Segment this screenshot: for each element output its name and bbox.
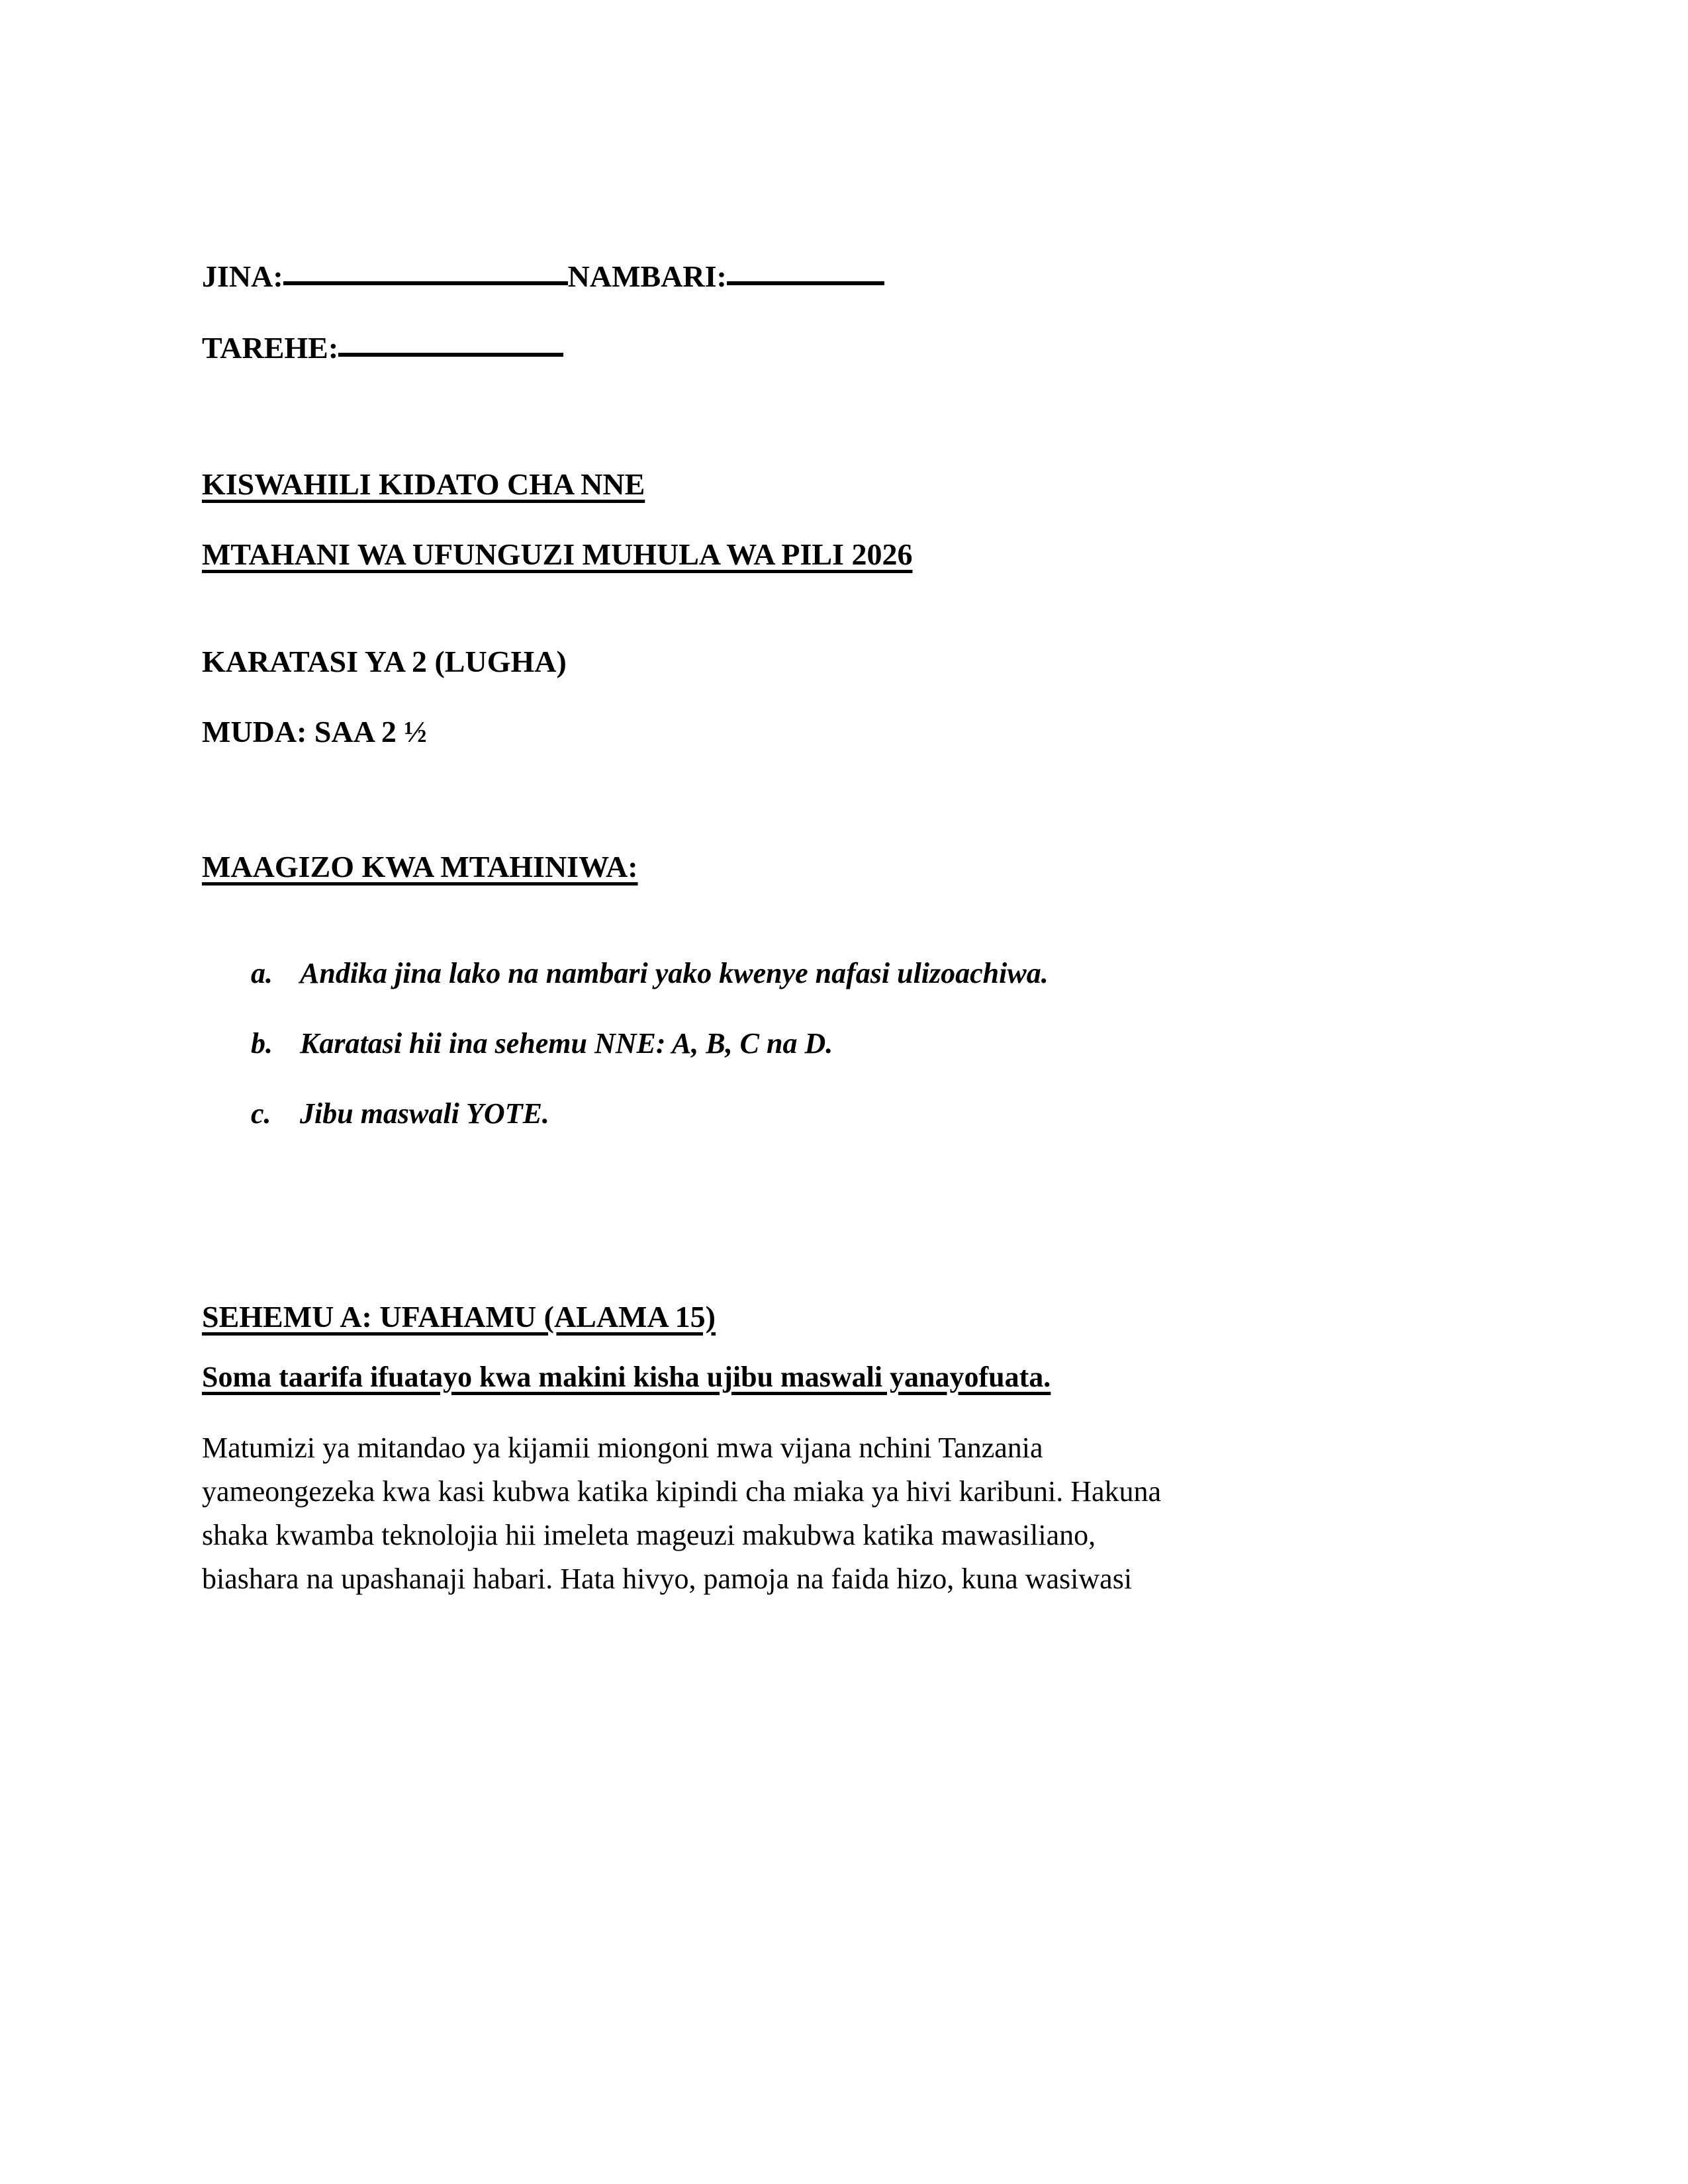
exam-title-text: MTAHANI WA UFUNGUZI MUHULA WA PILI 2026 (202, 537, 913, 571)
date-field-row (202, 333, 1479, 363)
section-a-directive-text: Soma taarifa ifuatayo kwa makini kisha ujibu maswali yanayofuata. (202, 1361, 1051, 1393)
comprehension-passage (202, 1426, 1479, 1601)
passage-line: biashara na upashanaji habari. Hata hivyo, pamoja na faida hizo, kuna wasiwasi (202, 1563, 1133, 1595)
name-blank-line[interactable] (283, 281, 568, 285)
list-item-marker: a. (251, 957, 273, 989)
duration-heading: MUDA: SAA 2 ½ (202, 715, 427, 749)
list-item (251, 1099, 1479, 1128)
list-item-marker: c. (251, 1097, 271, 1130)
list-item (251, 1029, 1479, 1058)
section-a-heading (202, 1302, 1479, 1332)
passage-line: Matumizi ya mitandao ya kijamii miongoni mwa vijana nchini Tanzania (202, 1432, 1043, 1464)
spacer-after-duration (202, 787, 1479, 852)
spacer-before-instruction-list (202, 922, 1479, 959)
instructions-heading-text: MAAGIZO KWA MTAHINIWA: (202, 850, 638, 884)
date-label: TAREHE: (202, 331, 339, 365)
instructions-list (202, 959, 1479, 1128)
number-label: NAMBARI: (567, 259, 727, 293)
name-label: JINA: (202, 259, 283, 293)
spacer-before-section-a (202, 1169, 1479, 1302)
document-content (202, 261, 1479, 1601)
paper-heading: KARATASI YA 2 (LUGHA) (202, 645, 567, 678)
number-blank-line[interactable] (727, 281, 884, 285)
subject-heading (202, 469, 1479, 500)
section-a-heading-text: SEHEMU A: UFAHAMU (ALAMA 15) (202, 1300, 716, 1334)
list-item-label: Andika jina lako na nambari yako kwenye nafasi ulizoachiwa. (300, 957, 1049, 989)
instructions-heading (202, 852, 1479, 882)
exam-title-heading (202, 539, 1479, 570)
subject-heading-text: KISWAHILI KIDATO CHA NNE (202, 467, 645, 501)
section-a-directive (202, 1363, 1479, 1392)
list-item-label: Jibu maswali YOTE. (300, 1097, 549, 1130)
spacer-after-fields (202, 404, 1479, 469)
list-item-label: Karatasi hii ina sehemu NNE: A, B, C na D. (300, 1027, 833, 1060)
passage-line: yameongezeka kwa kasi kubwa katika kipindi cha miaka ya hivi karibuni. Hakuna (202, 1475, 1162, 1508)
name-number-field-row (202, 261, 1479, 292)
list-item-marker: b. (251, 1027, 273, 1060)
spacer-after-exam-title (202, 610, 1479, 647)
passage-line: shaka kwamba teknolojia hii imeleta mageuzi makubwa katika mawasiliano, (202, 1519, 1096, 1551)
list-item (251, 959, 1479, 988)
date-blank-line[interactable] (338, 353, 563, 357)
